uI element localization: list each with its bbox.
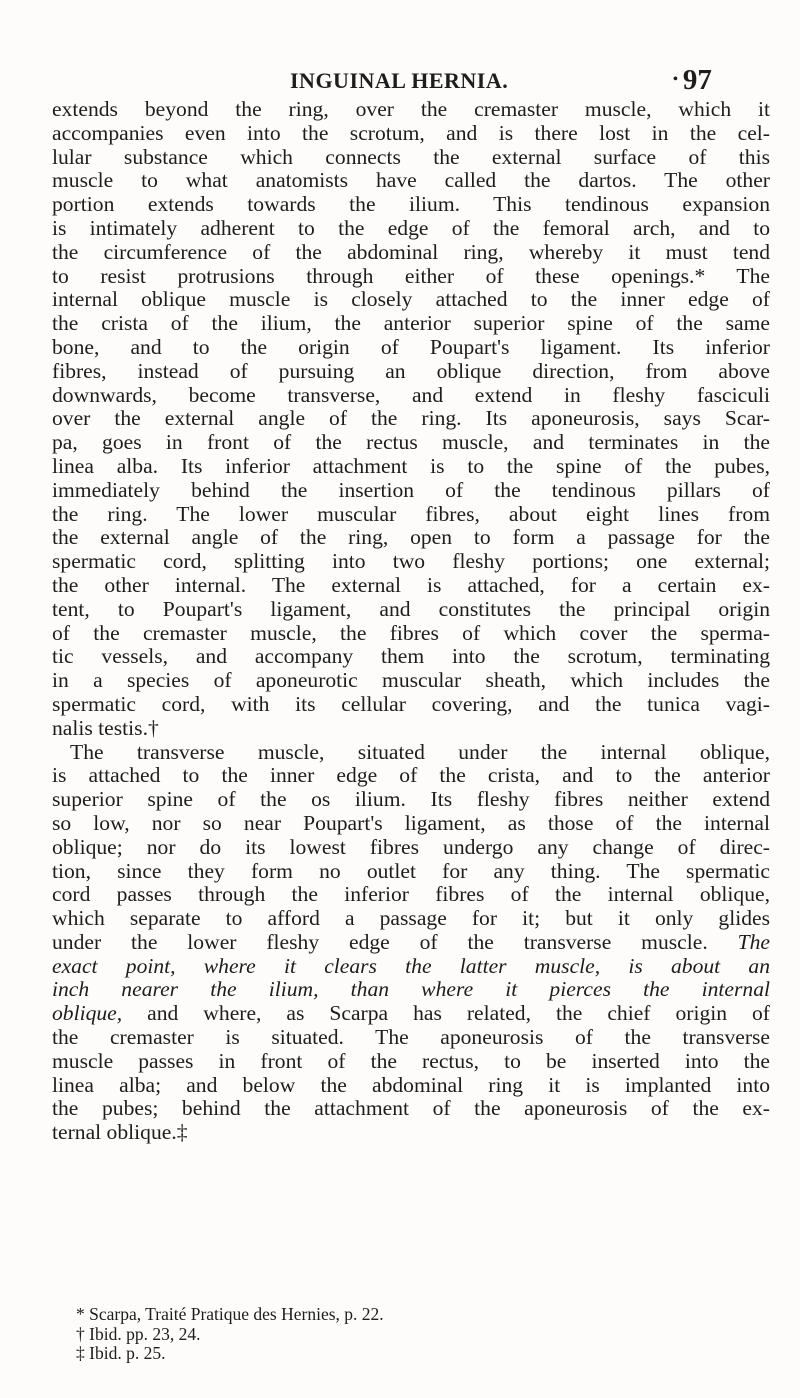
italic-text: exact point, where it clears the latter muscle, is about an bbox=[52, 953, 770, 978]
text-line: which separate to afford a passage for it; but it only glides bbox=[52, 906, 770, 931]
text-line: of the cremaster muscle, the fibres of which cover the sperma- bbox=[52, 620, 770, 645]
text-line: the external angle of the ring, open to form a passage for the bbox=[52, 525, 770, 550]
text-line: is attached to the inner edge of the crista, and to the anterior bbox=[52, 763, 770, 788]
text-line: to resist protrusions through either of these openings.* The bbox=[52, 263, 770, 288]
text-line: The transverse muscle, situated under the internal oblique, bbox=[70, 739, 770, 764]
italic-text: The bbox=[737, 929, 771, 954]
text-line: spermatic cord, with its cellular covering, and the tunica vagi- bbox=[52, 691, 770, 716]
text-line bbox=[52, 955, 770, 979]
text-line: spermatic cord, splitting into two fleshy portions; one external; bbox=[52, 549, 770, 574]
text-line: is intimately adherent to the edge of the femoral arch, and to bbox=[52, 215, 770, 240]
text-line: the circumference of the abdominal ring, whereby it must tend bbox=[52, 239, 770, 264]
text-segment: and where, as Scarpa has related, the chief origin of bbox=[122, 1001, 770, 1026]
text-line: cord passes through the inferior fibres of the internal oblique, bbox=[52, 882, 770, 907]
footnote: ‡ Ibid. p. 25. bbox=[76, 1343, 166, 1363]
text-line: tent, to Poupart's ligament, and constitutes the principal origin bbox=[52, 596, 770, 621]
text-line: muscle to what anatomists have called the dartos. The other bbox=[52, 168, 770, 193]
text-line: nalis testis.† bbox=[52, 715, 159, 740]
text-line: lular substance which connects the external surface of this bbox=[52, 144, 770, 169]
body-text bbox=[52, 98, 770, 1145]
running-title: INGUINAL HERNIA. bbox=[290, 68, 509, 93]
text-line: in a species of aponeurotic muscular sheath, which includes the bbox=[52, 668, 770, 693]
footnotes bbox=[76, 1305, 696, 1364]
text-line: immediately behind the insertion of the tendinous pillars of bbox=[52, 477, 770, 502]
text-line: muscle passes in front of the rectus, to be inserted into the bbox=[52, 1048, 770, 1073]
text-line: downwards, become transverse, and extend in fleshy fasciculi bbox=[52, 382, 770, 407]
text-line: accompanies even into the scrotum, and is there lost in the cel- bbox=[52, 120, 770, 145]
text-segment: under the lower fleshy edge of the transverse muscle. bbox=[52, 929, 708, 954]
text-line: ternal oblique.‡ bbox=[52, 1120, 188, 1145]
text-line bbox=[52, 978, 770, 1002]
text-line: the pubes; behind the attachment of the aponeurosis of the ex- bbox=[52, 1096, 770, 1121]
text-line: the other internal. The external is attached, for a certain ex- bbox=[52, 572, 770, 597]
text-line: the crista of the ilium, the anterior superior spine of the same bbox=[52, 311, 770, 336]
text-line: oblique; nor do its lowest fibres undergo any change of direc- bbox=[52, 834, 770, 859]
text-line: tion, since they form no outlet for any thing. The spermatic bbox=[52, 858, 770, 883]
footnote: † Ibid. pp. 23, 24. bbox=[76, 1323, 201, 1344]
text-line: linea alba. Its inferior attachment is to the spine of the pubes, bbox=[52, 453, 770, 478]
text-line bbox=[52, 1002, 770, 1026]
page-number: • 97 bbox=[673, 64, 712, 97]
text-line: the ring. The lower muscular fibres, about eight lines from bbox=[52, 501, 770, 526]
text-line bbox=[52, 931, 770, 955]
text-line: linea alba; and below the abdominal ring it is implanted into bbox=[52, 1072, 770, 1097]
text-line: bone, and to the origin of Poupart's ligament. Its inferior bbox=[52, 334, 770, 359]
italic-text: oblique, bbox=[52, 1001, 123, 1026]
text-line: superior spine of the os ilium. Its fleshy fibres neither extend bbox=[52, 787, 770, 812]
text-line: extends beyond the ring, over the cremaster muscle, which it bbox=[52, 97, 770, 121]
text-line: portion extends towards the ilium. This tendinous expansion bbox=[52, 192, 770, 217]
text-line: internal oblique muscle is closely attached to the inner edge of bbox=[52, 287, 770, 312]
italic-text: inch nearer the ilium, than where it pierces the internal bbox=[52, 977, 770, 1002]
text-line: tic vessels, and accompany them into the scrotum, terminating bbox=[52, 644, 770, 669]
text-line: so low, nor so near Poupart's ligament, as those of the internal bbox=[52, 810, 770, 835]
footnote: * Scarpa, Traité Pratique des Hernies, p. 22. bbox=[76, 1304, 384, 1324]
text-line: over the external angle of the ring. Its aponeurosis, says Scar- bbox=[52, 406, 770, 431]
text-line: pa, goes in front of the rectus muscle, and terminates in the bbox=[52, 430, 770, 455]
text-line: the cremaster is situated. The aponeurosis of the transverse bbox=[52, 1025, 770, 1050]
text-line: fibres, instead of pursuing an oblique direction, from above bbox=[52, 358, 770, 383]
